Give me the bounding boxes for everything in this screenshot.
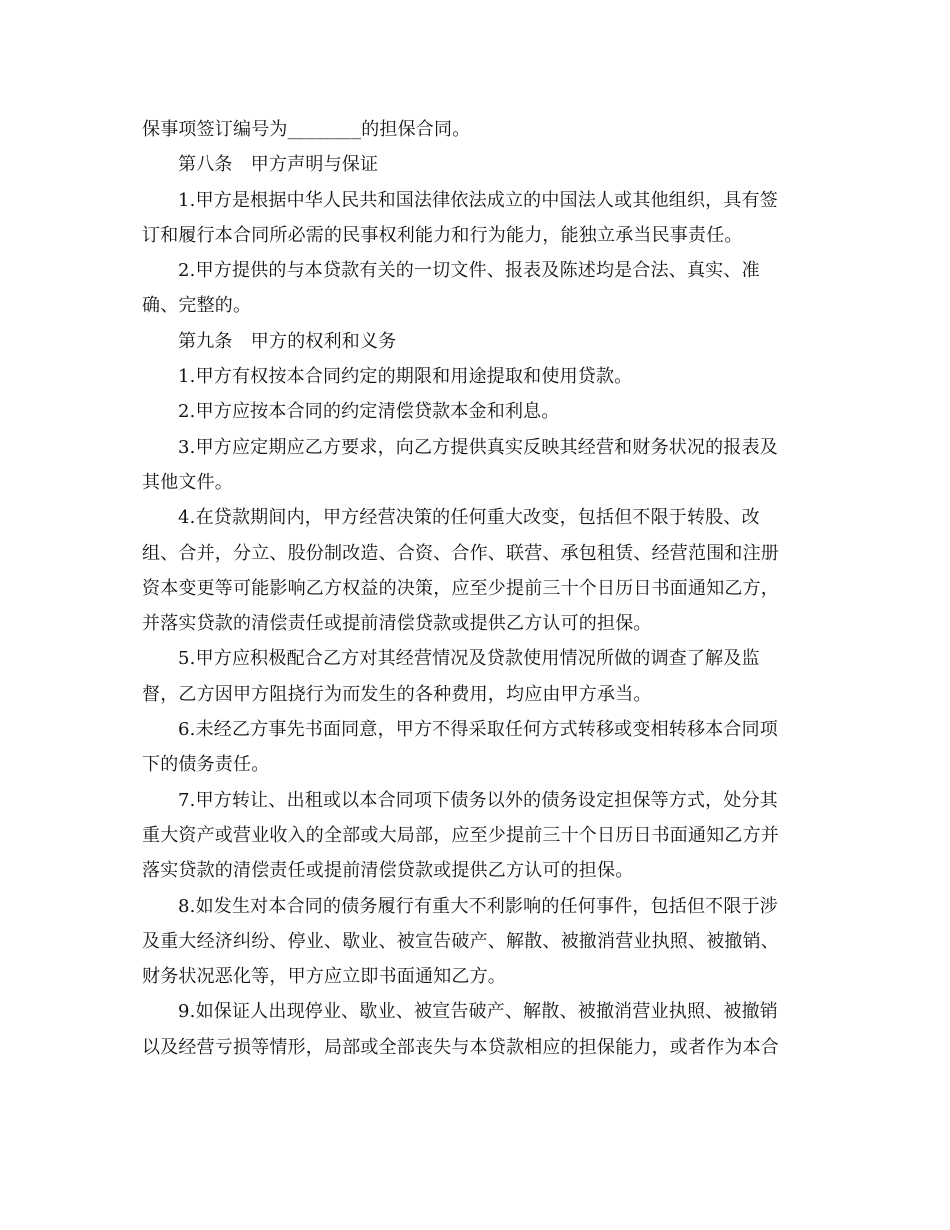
text-line: 财务状况恶化等，甲方应立即书面通知乙方。	[142, 966, 506, 988]
text-line: 2.甲方提供的与本贷款有关的一切文件、报表及陈述均是合法、真实、准	[178, 260, 760, 282]
text-line: 7.甲方转让、出租或以本合同项下债务以外的债务设定担保等方式，处分其	[178, 789, 778, 811]
text-line: 9.如保证人出现停业、歇业、被宣告破产、解散、被撤消营业执照、被撤销	[178, 1001, 778, 1023]
document-paragraph	[142, 394, 808, 429]
document-paragraph	[142, 500, 808, 641]
text-line: 保事项签订编号为________的担保合同。	[142, 119, 471, 140]
text-line: 其他文件。	[142, 471, 233, 493]
text-line: 落实贷款的清偿责任或提前清偿贷款或提供乙方认可的担保。	[142, 860, 634, 882]
document-paragraph	[142, 994, 808, 1065]
document-paragraph	[142, 253, 808, 324]
text-line: 资本变更等可能影响乙方权益的决策，应至少提前三十个日历日书面通知乙方，	[142, 577, 779, 599]
document-paragraph	[142, 147, 808, 182]
text-line: 督，乙方因甲方阻挠行为而发生的各种费用，均应由甲方承当。	[142, 683, 652, 705]
document-body	[142, 112, 808, 1065]
document-paragraph	[142, 430, 808, 501]
text-line: 第九条 甲方的权利和义务	[178, 330, 397, 352]
document-paragraph	[142, 783, 808, 889]
document-paragraph	[142, 712, 808, 783]
document-paragraph	[142, 641, 808, 712]
text-line: 1.甲方有权按本合同约定的期限和用途提取和使用贷款。	[178, 366, 633, 388]
document-paragraph	[142, 889, 808, 995]
text-line: 5.甲方应积极配合乙方对其经营情况及贷款使用情况所做的调查了解及监	[178, 648, 760, 670]
text-line: 4.在贷款期间内，甲方经营决策的任何重大改变，包括但不限于转股、改	[178, 507, 760, 529]
document-paragraph	[142, 112, 808, 147]
text-line: 重大资产或营业收入的全部或大局部，应至少提前三十个日历日书面通知乙方并	[142, 824, 779, 846]
text-line: 下的债务责任。	[142, 754, 270, 776]
text-line: 6.未经乙方事先书面同意，甲方不得采取任何方式转移或变相转移本合同项	[178, 719, 778, 741]
text-line: 第八条 甲方声明与保证	[178, 154, 379, 176]
text-line: 订和履行本合同所必需的民事权利能力和行为能力，能独立承当民事责任。	[142, 224, 743, 246]
text-line: 确、完整的。	[142, 295, 252, 317]
text-line: 1.甲方是根据中华人民共和国法律依法成立的中国法人或其他组织，具有签	[178, 189, 778, 211]
text-line: 8.如发生对本合同的债务履行有重大不利影响的任何事件，包括但不限于涉	[178, 895, 778, 917]
text-line: 组、合并，分立、股份制改造、合资、合作、联营、承包租赁、经营范围和注册	[142, 542, 779, 564]
document-paragraph	[142, 324, 808, 359]
document-paragraph	[142, 359, 808, 394]
document-paragraph	[142, 183, 808, 254]
text-line: 3.甲方应定期应乙方要求，向乙方提供真实反映其经营和财务状况的报表及	[178, 436, 778, 458]
text-line: 2.甲方应按本合同的约定清偿贷款本金和利息。	[178, 401, 560, 423]
text-line: 以及经营亏损等情形，局部或全部丧失与本贷款相应的担保能力，或者作为本合	[142, 1036, 779, 1058]
text-line: 并落实贷款的清偿责任或提前清偿贷款或提供乙方认可的担保。	[142, 613, 652, 635]
text-line: 及重大经济纠纷、停业、歇业、被宣告破产、解散、被撤消营业执照、被撤销、	[142, 930, 779, 952]
